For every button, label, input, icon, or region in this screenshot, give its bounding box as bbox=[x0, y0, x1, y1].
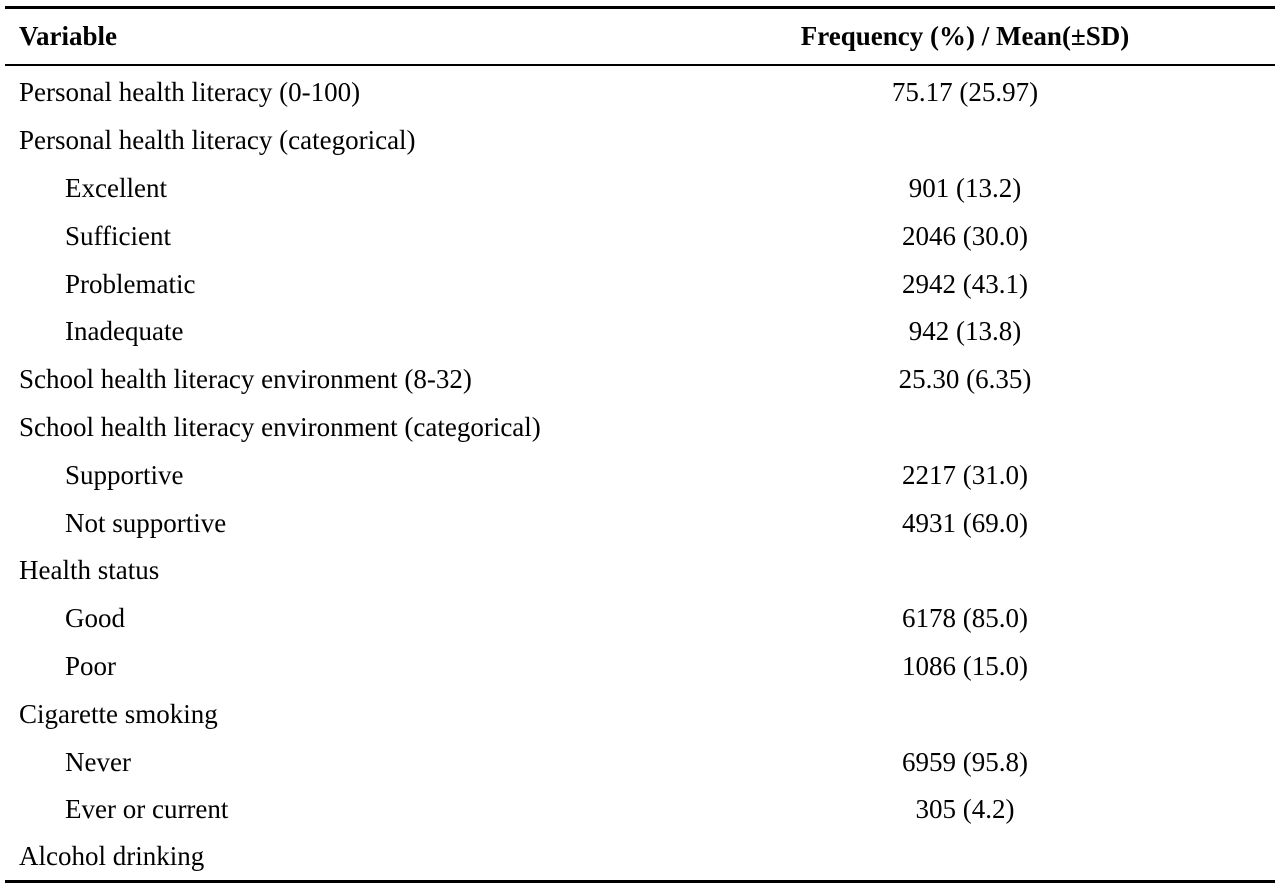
table-row bbox=[5, 499, 1275, 547]
row-label: Health status bbox=[19, 555, 160, 586]
row-label: Inadequate bbox=[65, 316, 184, 347]
row-label: School health literacy environment (8-32) bbox=[19, 364, 472, 395]
row-value: 25.30 (6.35) bbox=[898, 364, 1032, 395]
row-label: Never bbox=[65, 746, 131, 777]
table-row bbox=[5, 260, 1275, 308]
row-value: 75.17 (25.97) bbox=[891, 77, 1039, 108]
table-row bbox=[5, 738, 1275, 786]
row-label: Personal health literacy (categorical) bbox=[19, 125, 416, 156]
row-value: 4931 (69.0) bbox=[902, 507, 1028, 538]
row-value: 6178 (85.0) bbox=[902, 603, 1028, 634]
row-label: Ever or current bbox=[65, 794, 229, 825]
header-variable: Variable bbox=[19, 21, 118, 51]
row-value: 901 (13.2) bbox=[908, 172, 1022, 203]
table-body bbox=[5, 66, 1275, 880]
table-row bbox=[5, 451, 1275, 499]
table-row bbox=[5, 212, 1275, 260]
row-value: 2942 (43.1) bbox=[902, 268, 1028, 299]
table-row bbox=[5, 404, 1275, 452]
table-bottom-rule bbox=[5, 880, 1275, 883]
row-label: Problematic bbox=[65, 268, 196, 299]
table-row bbox=[5, 547, 1275, 595]
row-label: Poor bbox=[65, 650, 117, 681]
row-value: 305 (4.2) bbox=[915, 794, 1015, 825]
row-value: 942 (13.8) bbox=[908, 316, 1022, 347]
table-row bbox=[5, 308, 1275, 356]
row-label: Not supportive bbox=[65, 507, 227, 538]
data-table bbox=[5, 6, 1275, 883]
header-frequency: Frequency (%) / Mean(±SD) bbox=[800, 21, 1130, 51]
table-row bbox=[5, 786, 1275, 834]
row-label: Supportive bbox=[65, 459, 184, 490]
row-label: Alcohol drinking bbox=[19, 841, 205, 872]
row-label: Good bbox=[65, 603, 125, 634]
table-row bbox=[5, 595, 1275, 643]
row-label: Sufficient bbox=[65, 220, 171, 251]
row-label: Cigarette smoking bbox=[19, 698, 218, 729]
row-value: 2046 (30.0) bbox=[902, 220, 1028, 251]
table-row bbox=[5, 643, 1275, 691]
table-row bbox=[5, 690, 1275, 738]
table-row bbox=[5, 69, 1275, 117]
table-row bbox=[5, 165, 1275, 213]
table-row bbox=[5, 356, 1275, 404]
row-value: 6959 (95.8) bbox=[902, 746, 1028, 777]
row-label: Excellent bbox=[65, 172, 167, 203]
row-value: 2217 (31.0) bbox=[902, 459, 1028, 490]
table-row bbox=[5, 117, 1275, 165]
row-label: School health literacy environment (categorical) bbox=[19, 411, 541, 442]
row-label: Personal health literacy (0-100) bbox=[19, 77, 361, 108]
table-row bbox=[5, 834, 1275, 880]
row-value: 1086 (15.0) bbox=[902, 650, 1028, 681]
table-header-row bbox=[5, 9, 1275, 64]
